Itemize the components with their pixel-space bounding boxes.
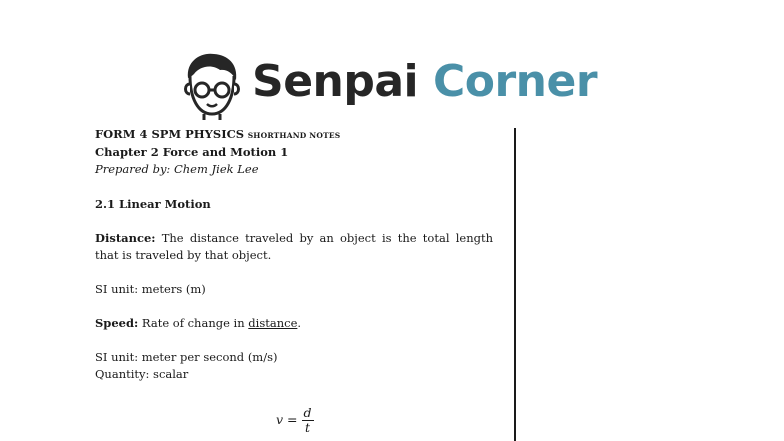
section-heading: 2.1 Linear Motion <box>95 197 211 211</box>
brand-name-senpai: Senpai <box>252 56 419 107</box>
speed-term: Speed: <box>95 316 139 330</box>
distance-term: Distance: <box>95 231 156 245</box>
formula-lhs: v = <box>276 412 298 427</box>
notes-document <box>95 126 493 383</box>
brand-name-corner: Corner <box>432 56 598 107</box>
chapter-title: Chapter 2 Force and Motion 1 <box>95 145 289 159</box>
nerd-glasses-face-icon <box>182 52 240 122</box>
speed-formula <box>276 406 314 435</box>
speed-distance-link[interactable]: distance <box>248 316 298 330</box>
speed-text-post: . <box>297 316 302 330</box>
formula-denominator: t <box>305 420 311 435</box>
doc-header-main: FORM 4 SPM PHYSICS <box>95 127 245 141</box>
formula-numerator: d <box>303 405 312 420</box>
distance-unit: SI unit: meters (m) <box>95 282 206 296</box>
formula-fraction <box>302 406 314 435</box>
doc-header <box>95 126 493 144</box>
speed-text-pre: Rate of change in <box>138 316 249 330</box>
speed-definition <box>95 315 493 332</box>
brand-wordmark <box>252 50 597 122</box>
senpai-corner-logo <box>182 50 602 122</box>
speed-unit: SI unit: meter per second (m/s) <box>95 350 278 364</box>
distance-definition <box>95 230 493 264</box>
prepared-by: Prepared by: Chem Jiek Lee <box>95 162 259 176</box>
column-divider <box>514 128 516 441</box>
doc-header-small: SHORTHAND NOTES <box>247 131 341 140</box>
speed-quantity: Quantity: scalar <box>95 367 189 381</box>
distance-text: The distance traveled by an object is the total length that is traveled by that object. <box>95 231 493 262</box>
